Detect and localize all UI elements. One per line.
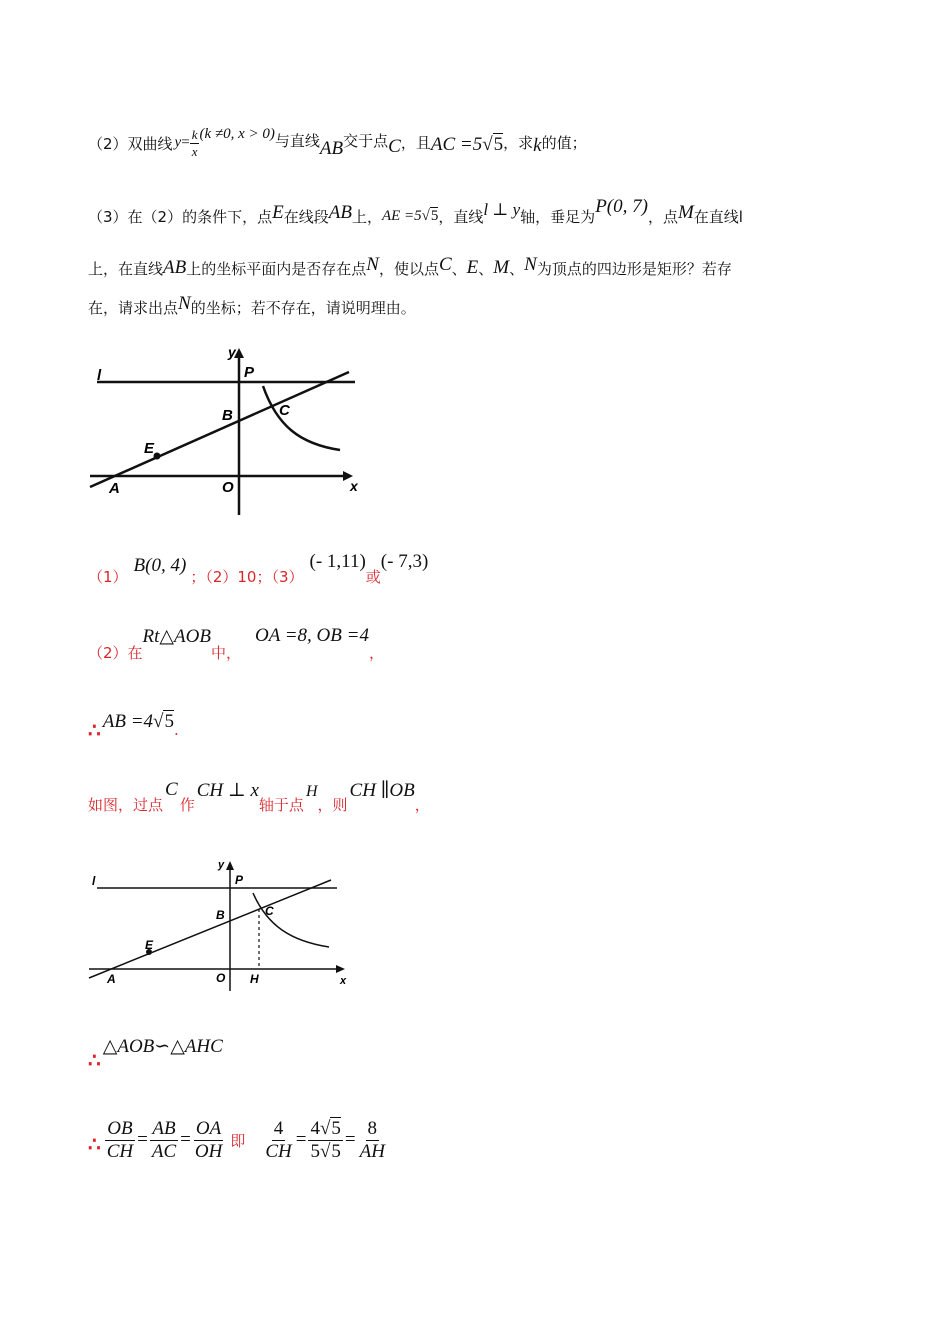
label-o: O [216, 971, 226, 985]
label-c: C [279, 402, 290, 419]
label-p: P [235, 873, 244, 887]
figure-2 [85, 855, 355, 995]
x-axis-arrow [336, 965, 345, 973]
line-ab [90, 372, 349, 487]
problem-part3-line3: 在，请求出点 N 的坐标；若不存在，请说明理由。 [88, 293, 416, 317]
answer-summary: （1） B(0, 4) ；（2）10；（3） (- 1,11) 或 (- 7,3) [88, 551, 429, 586]
solution-line-1: （2）在 Rt△AOB 中， OA =8, OB =4 ， [88, 625, 384, 662]
figure-1 [85, 340, 370, 520]
proportion-values: $\frac{4}{CH}$ = $\frac{4√5}{5√5}$ = $\frac{8}{AH}$ [265, 1117, 385, 1162]
solution-line-3: 如图，过点 C 作 CH ⊥ x 轴于点 H ，则 CH ∥OB ， [88, 779, 430, 814]
part2-prefix: （2）双曲线 [88, 134, 173, 153]
problem-part3-line2: 上，在直线 AB 上的坐标平面内是否存在点 N ，使以点 C 、 E 、 M 、 N 为顶点的四边形是矩形？若存 [88, 254, 732, 278]
solution-line-4: ∴ △AOB∽△AHC [88, 1035, 223, 1072]
label-x: x [340, 975, 347, 987]
point-e [154, 453, 161, 460]
label-e: E [144, 440, 155, 457]
label-a: A [107, 972, 116, 986]
hyperbola-equation: y= $\frac{k}{x}$ (k ≠0, x > 0) [174, 126, 275, 159]
ab-length: AB =4√5 [102, 711, 174, 732]
solution-line-2: ∴ AB =4√5 . [88, 711, 179, 742]
label-p: P [244, 364, 255, 381]
label-h: H [250, 972, 259, 986]
label-x: x [350, 478, 358, 494]
label-b: B [216, 908, 225, 922]
solution-line-5: ∴ $\frac{OB}{CH}$ = $\frac{AB}{AC}$ = $\frac{OA}{OH}$ 即 $\frac{4}{CH}$ = $\frac{4√5}{5√5}$ = $\frac{8}{AH}$ [88, 1117, 385, 1162]
label-c: C [265, 904, 274, 918]
hyperbola-curve [253, 893, 329, 947]
y-axis-arrow [226, 861, 234, 870]
label-y: y [218, 859, 225, 871]
label-y: y [228, 344, 236, 360]
label-l: l [97, 367, 102, 384]
ac-length: AC =5√5 [430, 134, 504, 155]
label-e: E [145, 938, 154, 952]
label-a: A [109, 480, 120, 497]
label-l: l [92, 874, 96, 888]
problem-part3-line1: （3）在（2）的条件下，点 E 在线段 AB 上， AE =5√5 ，直线 l ⊥ y 轴，垂足为 P(0, 7) ，点 M 在直线l [88, 196, 743, 226]
label-o: O [222, 479, 234, 496]
line-ab [89, 880, 331, 978]
problem-part2: （2）双曲线 y= $\frac{k}{x}$ (k ≠0, x > 0) 与直线 AB 交于点 C ，且 AC =5√5 ，求 k 的值； [88, 126, 587, 159]
proportion-chain: $\frac{OB}{CH}$ = $\frac{AB}{AC}$ = $\frac{OA}{OH}$ [106, 1117, 223, 1162]
label-b: B [222, 407, 233, 424]
ae-length: AE =5√5 [381, 207, 439, 224]
hyperbola-curve [263, 386, 340, 450]
